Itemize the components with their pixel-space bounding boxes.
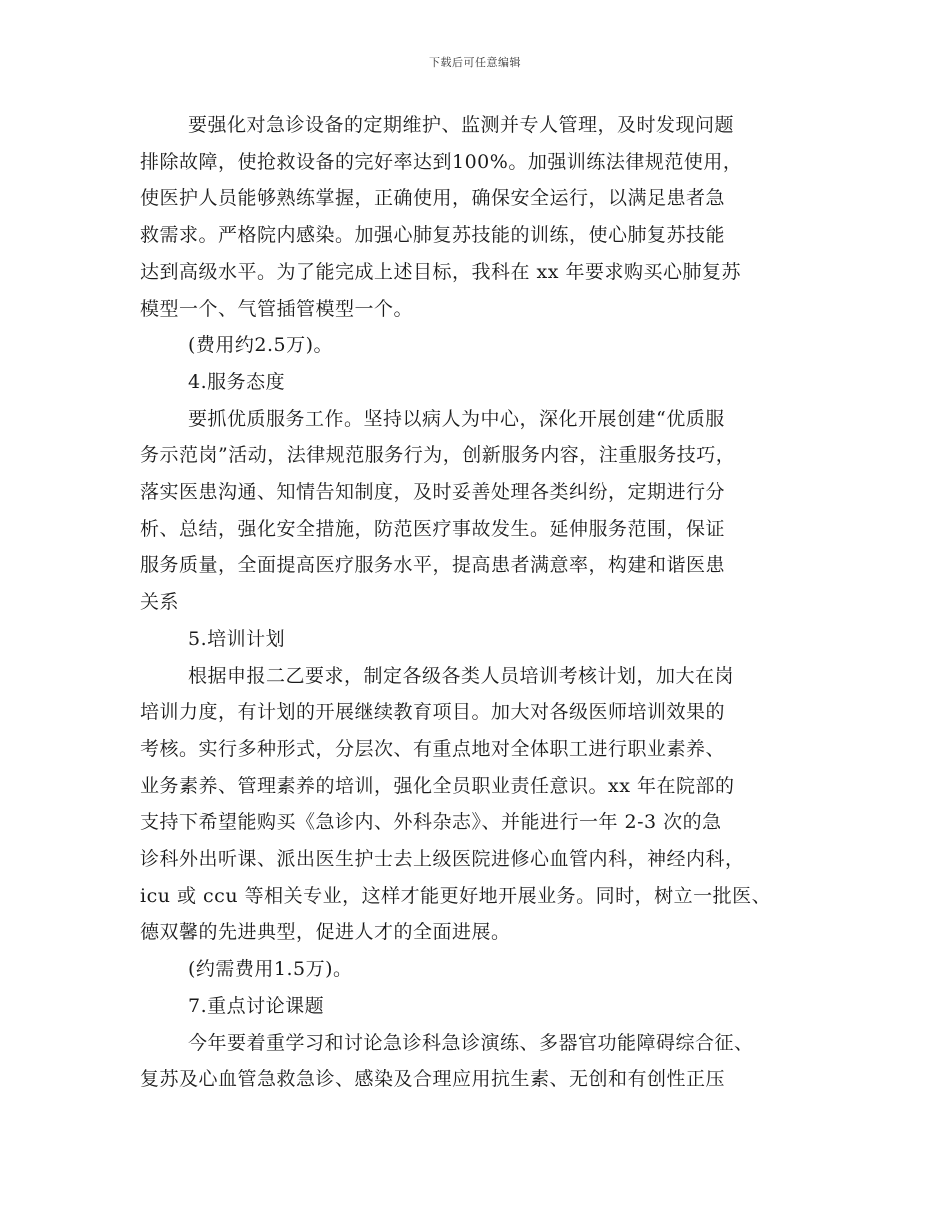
text-line: 今年要着重学习和讨论急诊科急诊演练、多器官功能障碍综合征、: [188, 1031, 754, 1054]
document-body: [140, 107, 820, 1098]
section-heading: 4.服务态度: [188, 370, 286, 393]
text-line: 达到高级水平。为了能完成上述目标，我科在 xx 年要求购买心肺复苏: [140, 260, 742, 283]
text-line: 考核。实行多种形式，分层次、有重点地对全体职工进行职业素养、: [140, 737, 726, 760]
text-line: 模型一个、气管插管模型一个。: [140, 297, 414, 320]
text-line: 诊科外出听课、派出医生护士去上级医院进修心血管内科，神经内科，: [140, 848, 745, 871]
text-line: 落实医患沟通、知情告知制度，及时妥善处理各类纠纷，定期进行分: [140, 481, 726, 504]
text-line: 使医护人员能够熟练掌握，正确使用，确保安全运行，以满足患者急: [140, 187, 726, 210]
section-heading: 5.培训计划: [188, 627, 286, 650]
cost-note: (约需费用1.5万)。: [188, 958, 353, 981]
text-line: 根据申报二乙要求，制定各级各类人员培训考核计划，加大在岗: [188, 664, 735, 687]
cost-note: (费用约2.5万)。: [188, 334, 334, 357]
text-line: 德双馨的先进典型，促进人才的全面进展。: [140, 921, 511, 944]
text-line: 析、总结，强化安全措施，防范医疗事故发生。延伸服务范围，保证: [140, 517, 726, 540]
text-line: 救需求。严格院内感染。加强心肺复苏技能的训练，使心肺复苏技能: [140, 224, 726, 247]
text-line: 支持下希望能购买《急诊内、外科杂志》、并能进行一年 2-3 次的急: [140, 811, 722, 834]
text-line: 排除故障，使抢救设备的完好率达到100%。加强训练法律规范使用，: [140, 150, 743, 173]
text-line: 务示范岗”活动，法律规范服务行为，创新服务内容，注重服务技巧，: [140, 444, 736, 467]
text-line: 服务质量，全面提高医疗服务水平，提高患者满意率，构建和谐医患: [140, 554, 726, 577]
text-line: 要抓优质服务工作。坚持以病人为中心，深化开展创建“优质服: [188, 407, 725, 430]
text-line: 复苏及心血管急救急诊、感染及合理应用抗生素、无创和有创性正压: [140, 1068, 726, 1091]
text-line: icu 或 ccu 等相关专业，这样才能更好地开展业务。同时，树立一批医、: [140, 884, 772, 907]
text-line: 业务素养、管理素养的培训，强化全员职业责任意识。xx 年在院部的: [140, 774, 735, 797]
page-header: 下载后可任意编辑: [429, 56, 521, 69]
text-line: 培训力度，有计划的开展继续教育项目。加大对各级医师培训效果的: [140, 701, 726, 724]
section-heading: 7.重点讨论课题: [188, 994, 325, 1017]
text-line: 要强化对急诊设备的定期维护、监测并专人管理，及时发现问题: [188, 114, 735, 136]
text-line: 关系: [140, 591, 180, 614]
